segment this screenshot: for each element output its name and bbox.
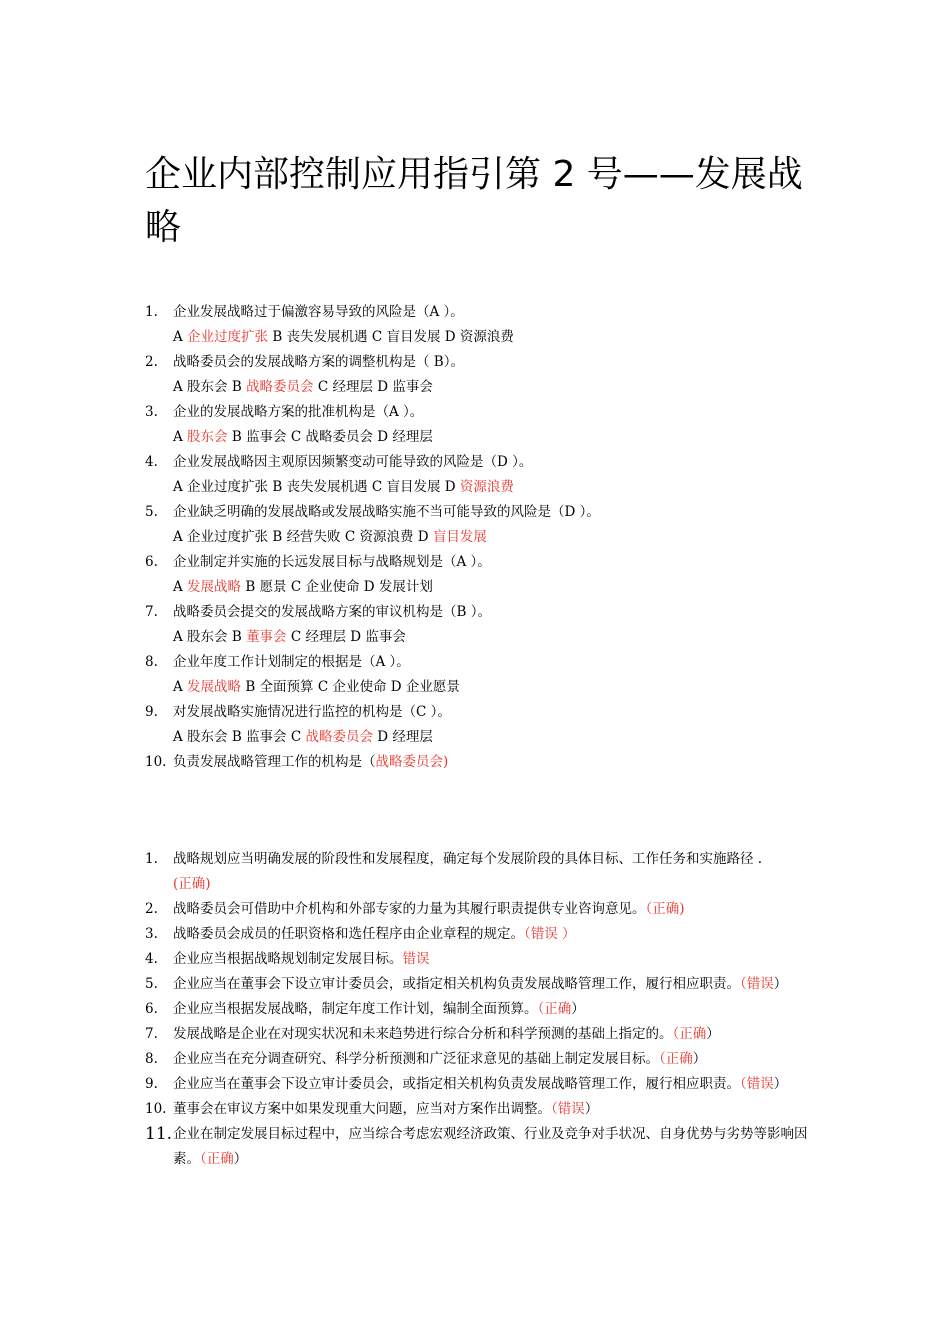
question-number: 6. [145,554,158,570]
statement-text: 企业应当在董事会下设立审计委员会，或指定相关机构负责发展战略管理工作，履行相应职责。（错误） [173,976,788,992]
statement-item [145,997,815,1022]
statement-text: 企业应当根据发展战略，制定年度工作计划，编制全面预算。（正确） [173,1001,585,1017]
correct-option: 股东会 [187,429,228,445]
question-item [145,700,815,750]
statement-text: 董事会在审议方案中如果发现重大问题，应当对方案作出调整。（错误） [173,1101,599,1117]
correct-option: 董事会 [246,629,287,645]
answer-bracket: ） [773,976,788,992]
correct-option: 资源浪费 [459,479,514,495]
answer-text: （错误 [551,1101,585,1117]
statement-item [145,1022,815,1047]
option-text: 监事会 [246,729,287,745]
option-text: 资源浪费 [359,529,414,545]
answer-text: （正确 [537,1001,572,1017]
statement-number: 8. [145,1051,158,1067]
statement-item [145,1072,815,1097]
answer-text: （正确 [200,1151,234,1167]
statement-item [145,1097,815,1122]
options-line: A 企业过度扩张 B 丧失发展机遇 C 盲目发展 D 资源浪费 [173,329,514,345]
options-line: A 企业过度扩张 B 经营失败 C 资源浪费 D 盲目发展 [173,529,487,545]
question-item [145,500,815,550]
options-line: A 发展战略 B 愿景 C 企业使命 D 发展计划 [173,579,433,595]
statement-text: 企业应当根据战略规划制定发展目标。错误 [173,951,430,967]
answer-bracket: ） [584,1101,599,1117]
statement-item [145,922,815,947]
statement-number: 2. [145,901,158,917]
option-text: 监事会 [246,429,287,445]
answer-text: （正确 [672,1026,707,1042]
answer-text: 错误 [402,951,430,967]
option-text: 监事会 [392,379,433,395]
option-text: 盲目发展 [386,329,441,345]
question-number: 3. [145,404,158,420]
statement-item [145,847,815,897]
question-text: 企业制定并实施的长远发展目标与战略规划是（A ）。 [173,554,491,570]
option-text: 全面预算 [259,679,314,695]
options-line: A 股东会 B 董事会 C 经理层 D 监事会 [173,629,406,645]
question-item [145,600,815,650]
statement-number: 3. [145,926,158,942]
question-number: 2. [145,354,158,370]
question-text: 战略委员会的发展战略方案的调整机构是（ B）。 [173,354,464,370]
option-text: 企业使命 [332,679,387,695]
answer-text: 战略委员会) [375,754,449,770]
correct-option: 盲目发展 [432,529,487,545]
answer-bracket: ） [692,1051,707,1067]
question-item [145,550,815,600]
multiple-choice-list [145,300,815,775]
option-text: 愿景 [259,579,287,595]
correct-option: 企业过度扩张 [187,329,269,345]
question-item [145,300,815,350]
option-text: 监事会 [365,629,406,645]
true-false-list [145,847,815,1172]
statement-number: 4. [145,951,158,967]
statement-number: 6. [145,1001,158,1017]
answer-bracket: ） [706,1026,720,1042]
statement-item [145,972,815,997]
question-number: 9. [145,704,158,720]
question-item [145,650,815,700]
option-text: 经营失败 [286,529,341,545]
question-number: 8. [145,654,158,670]
option-text: 企业过度扩张 [187,479,269,495]
statement-number: 9. [145,1076,158,1092]
correct-option: 战略委员会 [246,379,314,395]
question-item [145,750,815,775]
option-text: 经理层 [392,429,433,445]
question-text: 负责发展战略管理工作的机构是（战略委员会) [173,754,449,770]
statement-number: 5. [145,976,158,992]
option-text: 经理层 [332,379,373,395]
answer-text: （错误 [740,976,774,992]
option-text: 资源浪费 [459,329,514,345]
options-line: A 企业过度扩张 B 丧失发展机遇 C 盲目发展 D 资源浪费 [173,479,514,495]
answer-bracket: （ [524,926,531,942]
question-item [145,350,815,400]
statement-text: 企业应当在董事会下设立审计委员会，或指定相关机构负责发展战略管理工作，履行相应职责。（错误） [173,1076,788,1092]
option-text: 丧失发展机遇 [286,479,368,495]
question-text: 企业发展战略过于偏激容易导致的风险是（A ）。 [173,304,464,320]
statement-item [145,1047,815,1072]
page-title: 企业内部控制应用指引第 2 号——发展战略 [145,154,803,248]
statement-item [145,1122,815,1172]
option-text: 股东会 [187,379,228,395]
question-text: 对发展战略实施情况进行监控的机构是（C ）。 [173,704,451,720]
option-text: 企业使命 [305,579,360,595]
statement-text: 战略委员会可借助中介机构和外部专家的力量为其履行职责提供专业咨询意见。（正确) [173,901,685,917]
question-number: 5. [145,504,158,520]
option-text: 股东会 [187,729,228,745]
question-item [145,450,815,500]
option-text: 发展计划 [378,579,433,595]
statement-number: 10. [145,1101,167,1117]
option-text: 经理层 [392,729,433,745]
answer-text: （正确 [659,1051,693,1067]
answer-text: （正确) [645,901,685,917]
question-item [145,400,815,450]
statement-number: 1. [145,851,158,867]
statement-text: 企业应当在充分调查研究、科学分析预测和广泛征求意见的基础上制定发展目标。（正确） [173,1051,707,1067]
statement-text: 战略规划应当明确发展的阶段性和发展程度，确定每个发展阶段的具体目标、工作任务和实施路径 . (正确) [173,851,763,892]
question-text: 企业缺乏明确的发展战略或发展战略实施不当可能导致的风险是（D ）。 [173,504,600,520]
answer-bracket: ） [571,1001,585,1017]
statement-text: 企业在制定发展目标过程中，应当综合考虑宏观经济政策、行业及竞争对手状况、自身优势与劣势等影响因素。（正确） [173,1126,808,1167]
question-text: 企业的发展战略方案的批准机构是（A ）。 [173,404,424,420]
option-text: 企业过度扩张 [187,529,269,545]
question-number: 4. [145,454,158,470]
answer-bracket: ） [233,1151,248,1167]
question-text: 战略委员会提交的发展战略方案的审议机构是（B ）。 [173,604,491,620]
question-number: 7. [145,604,158,620]
question-text: 企业年度工作计划制定的根据是（A ）。 [173,654,410,670]
answer-text: （错误 [740,1076,774,1092]
option-text: 丧失发展机遇 [286,329,368,345]
statement-item [145,947,815,972]
options-line: A 股东会 B 监事会 C 战略委员会 D 经理层 [173,729,433,745]
answer-text: (正确) [173,876,211,892]
correct-option: 发展战略 [187,679,242,695]
statement-text: 发展战略是企业在对现实状况和未来趋势进行综合分析和科学预测的基础上指定的。（正确） [173,1026,720,1042]
option-text: 盲目发展 [386,479,441,495]
options-line: A 股东会 B 监事会 C 战略委员会 D 经理层 [173,429,433,445]
option-text: 经理层 [305,629,346,645]
answer-text: 错误 [530,926,558,942]
answer-bracket: ） [557,926,576,942]
option-text: 战略委员会 [305,429,373,445]
statement-item [145,897,815,922]
question-number: 1. [145,304,158,320]
options-line: A 股东会 B 战略委员会 C 经理层 D 监事会 [173,379,433,395]
question-number: 10. [145,754,167,770]
statement-number: 7. [145,1026,158,1042]
statement-text: 战略委员会成员的任职资格和选任程序由企业章程的规定。（错误 ） [173,926,576,942]
correct-option: 发展战略 [187,579,242,595]
correct-option: 战略委员会 [305,729,373,745]
option-text: 企业愿景 [405,679,460,695]
options-line: A 发展战略 B 全面预算 C 企业使命 D 企业愿景 [173,679,460,695]
answer-bracket: ） [773,1076,788,1092]
statement-number: 11. [145,1124,173,1144]
option-text: 股东会 [187,629,228,645]
question-text: 企业发展战略因主观原因频繁变动可能导致的风险是（D ）。 [173,454,533,470]
